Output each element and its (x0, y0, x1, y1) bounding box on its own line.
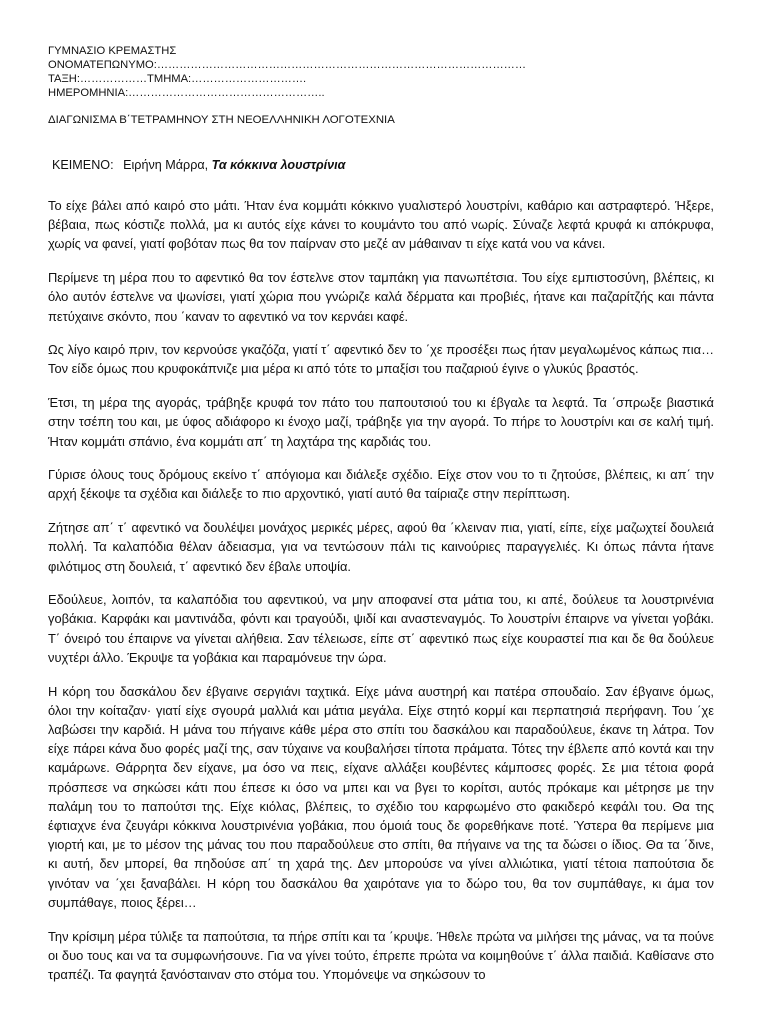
paragraph: Το είχε βάλει από καιρό στο μάτι. Ήταν ένα κομμάτι κόκκινο γυαλιστερό λουστρίνι, καθάριο και αστραφτερό. Ήξερε, βέβαια, πως κόστιζε πολλά, μα κι αυτός είχε κάνει το κουμάντο του από νωρίς. Σύναζε λεφτά κρυφά κι απόκρυφα, χωρίς να φανεί, γιατί φοβόταν πως θα τον παίρναν στο μεζέ αν μάθαιναν τι είχε κατά νου να κάνει. (48, 198, 714, 252)
paragraph: Εδούλευε, λοιπόν, τα καλαπόδια του αφεντικού, να μην αποφανεί στα μάτια του, κι απέ, δούλευε τα λουστρινένια γοβάκια. Καρφάκι και μαντινάδα, φόντι και τραγούδι, ψιδί και αναστεναγμός. Το λουστρίνι έπαιρνε να γίνεται γοβάκι. Τ΄ όνειρό του έπαιρνε να γίνεται αλήθεια. Σαν τέλειωσε, είπε στ΄ αφεντικό πως είχε κουραστεί πια και δε θα δούλευε νυχτέρι άλλο. Έκρυψε τα γοβάκια και παραμόνευε την ώρα. (48, 592, 714, 665)
paragraph: Ως λίγο καιρό πριν, τον κερνούσε γκαζόζα, γιατί τ΄ αφεντικό δεν το ΄χε προσέξει πως ήταν μεγαλωμένος κάπως πια… Τον είδε όμως που κρυφοκάπνιζε μια μέρα κι από τότε το μπαξίσι του παζαριού έγινε ο γλυκύς βραστός. (48, 342, 714, 377)
school-name: ΓΥΜΝΑΣΙΟ ΚΡΕΜΑΣΤΗΣ (48, 45, 177, 57)
text-heading (52, 158, 346, 172)
paragraph: Γύρισε όλους τους δρόμους εκείνο τ΄ απόγιομα και διάλεξε σχέδιο. Είχε στον νου το τι ζητούσε, βλέπεις, κι απ΄ την αρχή ξέκοψε τα σχέδια και διάλεξε το πιο αρχοντικό, γιατί αυτό θα ταίριαζε στην περίπτωση. (48, 467, 714, 502)
paragraph: Έτσι, τη μέρα της αγοράς, τράβηξε κρυφά τον πάτο του παπουτσιού του κι έβγαλε τα λεφτά. Τα ΄σπρωξε βιαστικά στην τσέπη του και, με ύφος αδιάφορο κι ένοχο μαζί, τράβηξε για την αγορά. Το πήρε το λουστρίνι και σε καλή τιμή. Ήταν κομμάτι σπάνιο, ένα κομμάτι απ΄ τη λαχτάρα της καρδιάς του. (48, 395, 714, 449)
date-field: ΗΜΕΡΟΜΗΝΙΑ:…………………………………………….. (48, 87, 325, 99)
exam-title: ΔΙΑΓΩΝΙΣΜΑ Β΄ΤΕΤΡΑΜΗΝΟΥ ΣΤΗ ΝΕΟΕΛΛΗΝΙΚΗ ΛΟΓΟΤΕΧΝΙΑ (48, 114, 395, 126)
paragraph: Η κόρη του δασκάλου δεν έβγαινε σεργιάνι ταχτικά. Είχε μάνα αυστηρή και πατέρα σπουδαίο. Σαν έβγαινε όμως, όλοι την κοίταζαν· γιατί είχε σγουρά μαλλιά και μάτια μεγάλα. Είχε στητό κορμί και περπατησιά περήφανη. Του ΄χε λαβώσει την καρδιά. Η μάνα του πήγαινε κάθε μέρα στο σπίτι του δασκάλου και παραδούλευε, έκανε τη λάτρα. Τον είχε πάρει κάνα δυο φορές μαζί της, σαν τύχαινε να κουβαλήσει τίποτα πράματα. Τότες την έβλεπε από κοντά και την καμάρωνε. Θάρρητα δεν είχανε, μα όσο να πεις, είχανε αλλάξει κουβέντες κάμποσες φορές. Σε μια τέτοια φορά πρόσπεσε να σηκώσει κάτι που έπεσε κι όσο να μπει και να βγει το κορίτσι, αυτός πρόκαμε και μέτρησε με την παλάμη του το παπούτσι της. Είχε κιόλας, βλέπεις, το σχέδιο του καρφωμένο στο φακιδερό κεφάλι του. Θα της έφτιαχνε ένα ζευγάρι κόκκινα λουστρινένια γοβάκια, που όμοιά τους δε φορεθήκανε ποτέ. Ύστερα θα περίμενε μια γιορτή και, με το μέσον της μάνας του που παραδούλευε στο σπίτι, θα πήγαινε να της τα δώσει ο ίδιος. Θα τα ΄δινε, κι αυτή, δεν μπορεί, θα πηδούσε απ΄ τη χαρά της. Δεν μπορούσε να γίνει αλλιώτικα, γιατί τέτοια παπούτσια δε γινόταν να ΄χει ξαναβάλει. Η κόρη του δασκάλου θα χαιρότανε για το δώρο του, θα τον συμπάθαγε, κι άμα τον συμπάθαγε, ποιος ξέρει… (48, 683, 714, 910)
paragraph: Περίμενε τη μέρα που το αφεντικό θα τον έστελνε στον ταμπάκη για πανωπέτσια. Του είχε εμπιστοσύνη, βλέπεις, κι όλο αυτόν έστελνε να ψωνίσει, γιατί χώρια που γνώριζε καλά δέρματα και προβιές, ήτανε και παζαρίτζής και πάντα πετύχαινε σκόντο, που ΄καναν το αφεντικό να τον κερνάει καφέ. (48, 270, 714, 324)
class-section-field: ΤΑΞΗ:………………ΤΜΗΜΑ:…………………………. (48, 73, 307, 85)
text-title: Τα κόκκινα λουστρίνια (211, 158, 346, 172)
exam-header (48, 44, 728, 100)
paragraph: Την κρίσιμη μέρα τύλιξε τα παπούτσια, τα πήρε σπίτι και τα ΄κρυψε. Ήθελε πρώτα να μιλήσει της μάνας, να τα πούνε οι δυο τους και να τα συμφωνήσουνε. Για να γίνει τούτο, έπρεπε πρώτα να κοιμηθούνε τ΄ άλλα παιδιά. Καθίσανε στο τραπέζι. Τα φαγητά ξανόσταιναν στο στόμα του. Υπομόνεψε να σηκώσουν το (48, 928, 714, 982)
text-author: Ειρήνη Μάρρα, (123, 158, 209, 172)
student-name-field: ΟΝΟΜΑΤΕΠΩΝΥΜΟ:……………………………………………………………………………………… (48, 59, 527, 71)
paragraph: Ζήτησε απ΄ τ΄ αφεντικό να δουλέψει μονάχος μερικές μέρες, αφού θα ΄κλειναν πια, γιατί, είπε, είχε μαζωχτεί δουλειά πολλή. Τα καλαπόδια θέλαν άδειασμα, για να τεντώσουν πάλι τις καινούριες παραγγελιές. Κι όπως πάντα ήτανε φιλότιμος στη δουλειά, τ΄ αφεντικό δεν έβαλε υποψία. (48, 520, 714, 574)
text-label: ΚΕΙΜΕΝΟ: (52, 158, 114, 172)
story-text (48, 196, 714, 999)
